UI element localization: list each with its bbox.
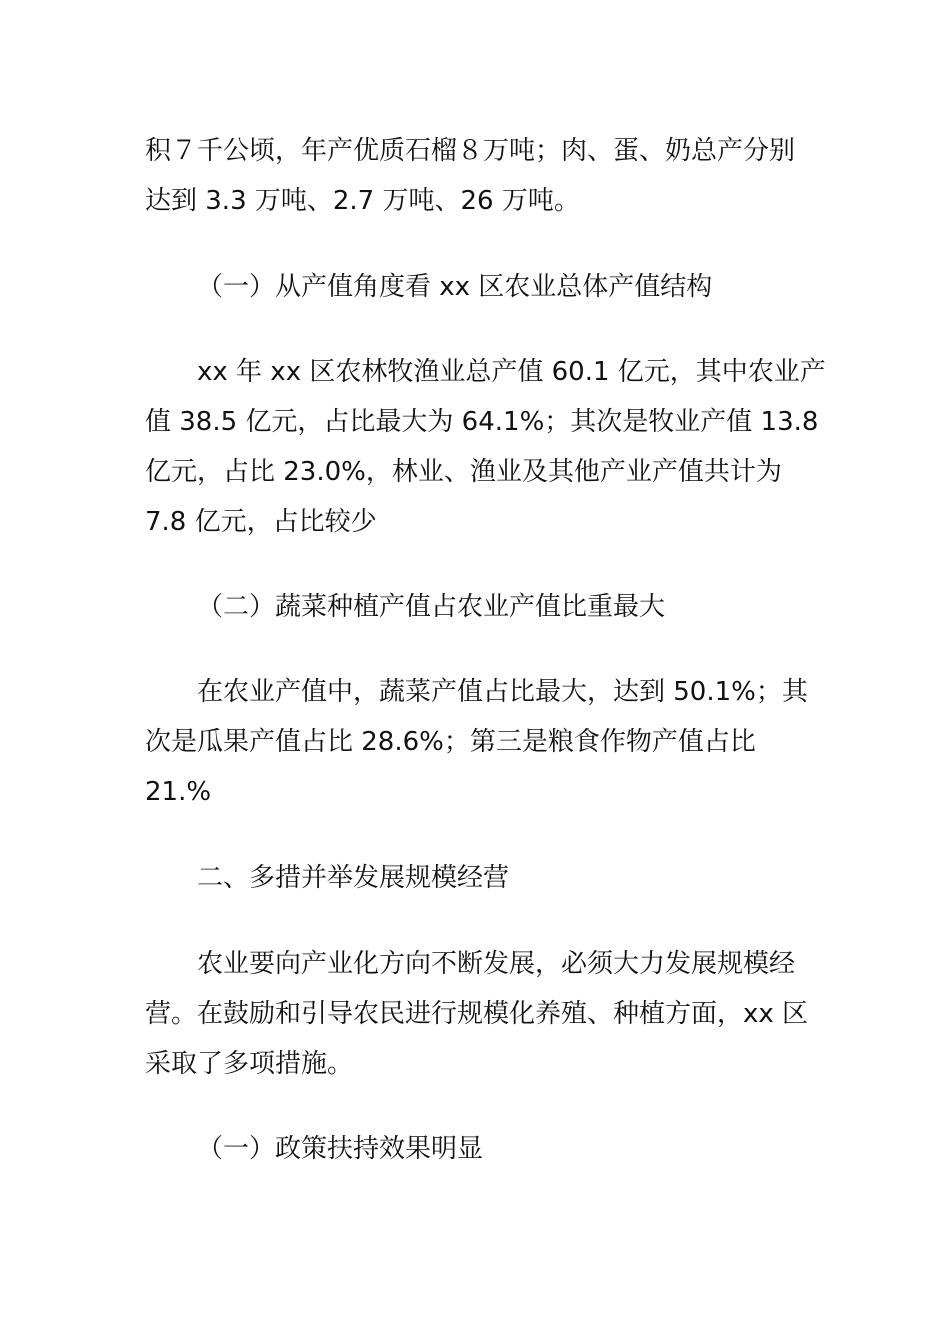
paragraph-line: 采取了多项措施。 (145, 1049, 354, 1079)
paragraph-line: 21.% (145, 777, 212, 807)
heading-line: 二、多措并举发展规模经营 (197, 863, 510, 893)
paragraph-line: 次是瓜果产值占比 28.6%；第三是粮食作物产值占比 (145, 727, 756, 757)
section-heading (145, 582, 805, 632)
paragraph-line: 营。在鼓励和引导农民进行规模化养殖、种植方面，xx 区 (145, 999, 809, 1029)
paragraph-vegetable-share (145, 667, 808, 817)
paragraph-line: 亿元，占比 23.0%，林业、渔业及其他产业产值共计为 (145, 457, 782, 487)
paragraph-line: xx 年 xx 区农林牧渔业总产值 60.1 亿元，其中农业产 (197, 357, 826, 387)
heading-line: （二）蔬菜种植产值占农业产值比重最大 (197, 592, 666, 622)
paragraph-line: 在农业产值中，蔬菜产值占比最大，达到 50.1%；其 (197, 677, 808, 707)
paragraph-line: 7.8 亿元，占比较少 (145, 507, 377, 537)
paragraph-line: 农业要向产业化方向不断发展，必须大力发展规模经 (197, 949, 796, 979)
paragraph-output-structure (145, 347, 826, 547)
paragraph-line: 达到 3.3 万吨、2.7 万吨、26 万吨。 (145, 186, 580, 216)
section-heading (145, 1124, 805, 1174)
paragraph-continuation (145, 126, 805, 226)
paragraph-line: 值 38.5 亿元，占比最大为 64.1%；其次是牧业产值 13.8 (145, 407, 819, 437)
heading-line: （一）政策扶持效果明显 (197, 1134, 484, 1164)
section-heading (145, 262, 805, 312)
heading-line: （一）从产值角度看 xx 区农业总体产值结构 (197, 272, 713, 302)
paragraph-scale-operation (145, 939, 809, 1089)
section-heading (145, 853, 805, 903)
paragraph-line: 积７千公顷，年产优质石榴８万吨；肉、蛋、奶总产分别 (145, 136, 796, 166)
